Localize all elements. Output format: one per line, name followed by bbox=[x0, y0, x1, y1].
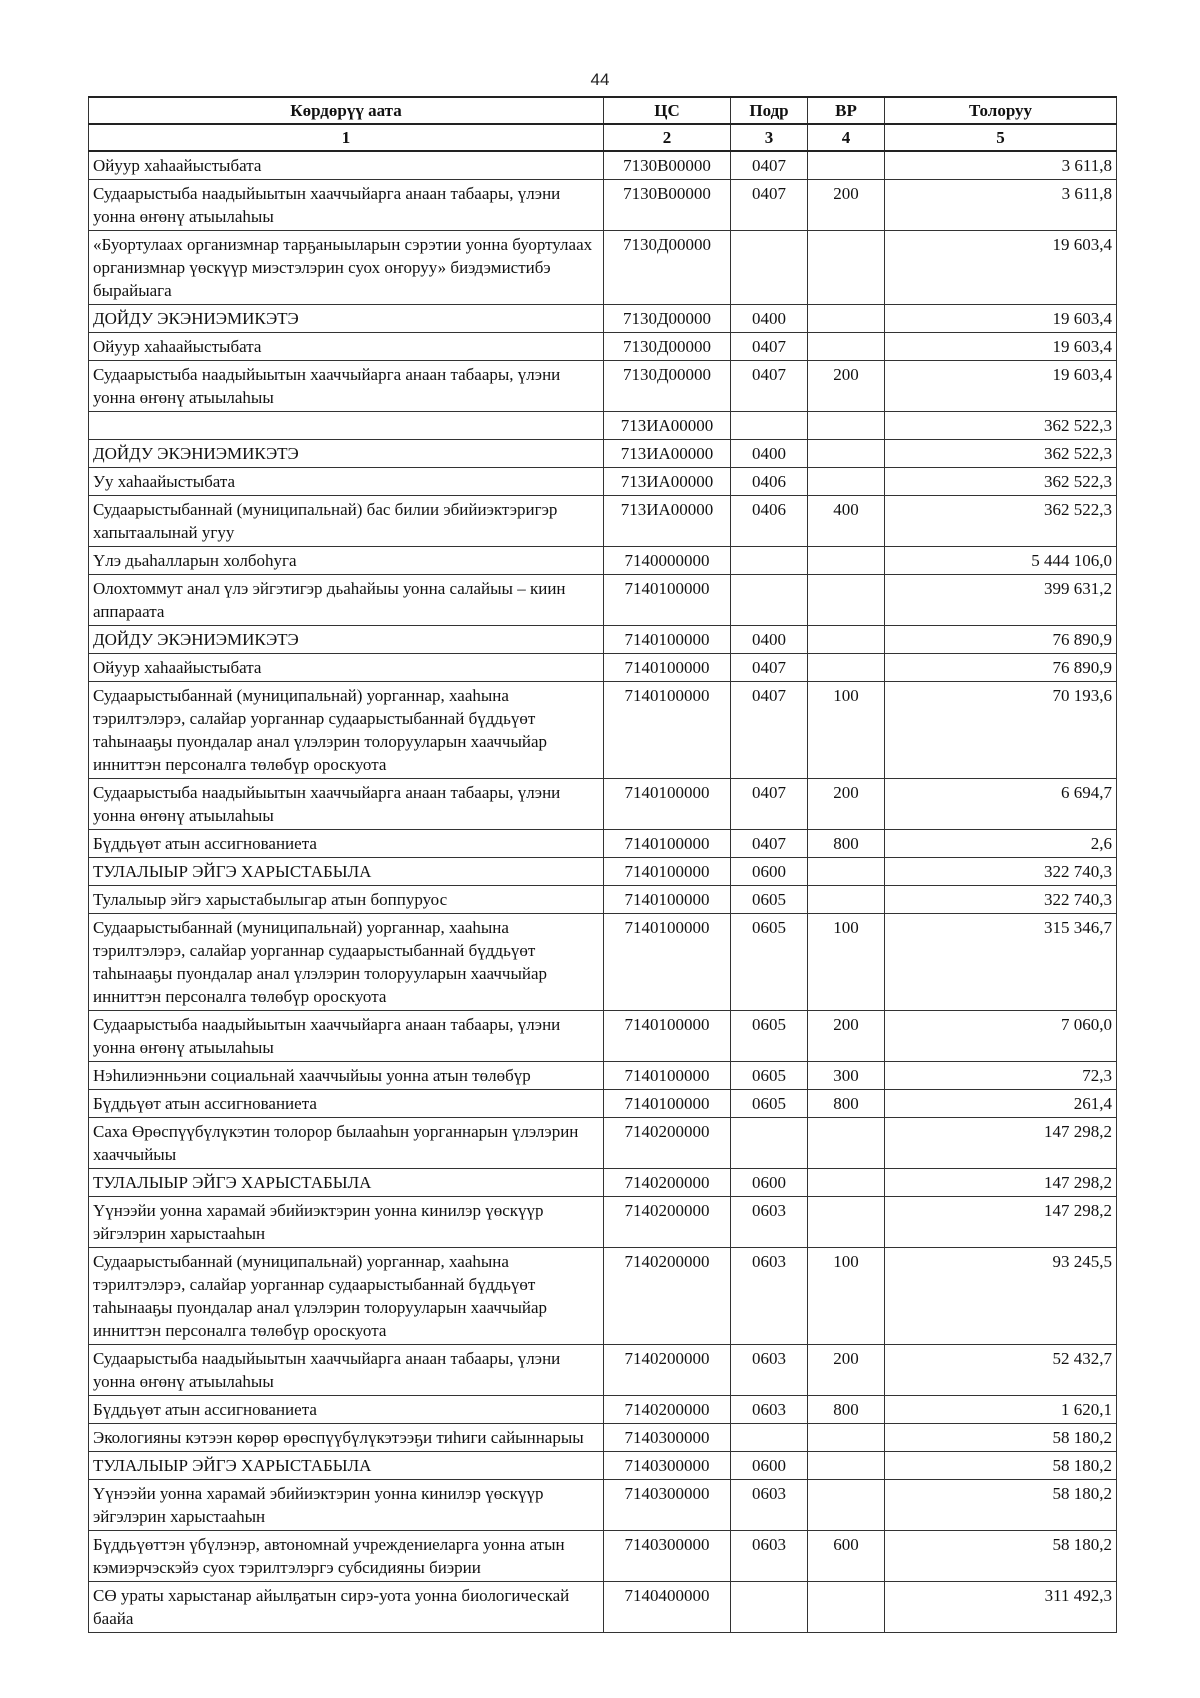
row-podr-cell: 0406 bbox=[731, 468, 808, 496]
row-name-cell: Үүнээйи уонна харамай эбийиэктэрин уонна кинилэр үөскүүр эйгэлэрин харыстааһын bbox=[89, 1197, 604, 1248]
table-row bbox=[89, 1531, 1117, 1582]
row-amount-cell: 76 890,9 bbox=[885, 626, 1117, 654]
page-number: 44 bbox=[590, 70, 610, 89]
row-podr-cell: 0603 bbox=[731, 1480, 808, 1531]
row-cs-cell: 7140100000 bbox=[604, 858, 731, 886]
row-vr-cell bbox=[808, 231, 885, 305]
row-cs-cell: 7140300000 bbox=[604, 1480, 731, 1531]
table-body bbox=[89, 151, 1117, 1633]
row-name-cell: Олохтоммут анал үлэ эйгэтигэр дьаһайыы уонна салайыы – киин аппараата bbox=[89, 575, 604, 626]
table-row bbox=[89, 496, 1117, 547]
row-amount-cell: 58 180,2 bbox=[885, 1531, 1117, 1582]
row-podr-cell: 0605 bbox=[731, 1011, 808, 1062]
header-amount: Толоруу bbox=[885, 97, 1117, 124]
table-row bbox=[89, 779, 1117, 830]
row-podr-cell: 0407 bbox=[731, 682, 808, 779]
row-podr-cell: 0603 bbox=[731, 1345, 808, 1396]
table-row bbox=[89, 1480, 1117, 1531]
row-name-cell: Судаарыстыба наадыйыытын хааччыйарга анаан табаары, үлэни уонна өҥөнү атыылаһыы bbox=[89, 1345, 604, 1396]
row-amount-cell: 58 180,2 bbox=[885, 1452, 1117, 1480]
table-row bbox=[89, 412, 1117, 440]
table-row bbox=[89, 1011, 1117, 1062]
header-vr: ВР bbox=[808, 97, 885, 124]
row-podr-cell: 0407 bbox=[731, 654, 808, 682]
row-cs-cell: 7140200000 bbox=[604, 1345, 731, 1396]
row-amount-cell: 19 603,4 bbox=[885, 305, 1117, 333]
row-cs-cell: 7140100000 bbox=[604, 779, 731, 830]
row-amount-cell: 362 522,3 bbox=[885, 412, 1117, 440]
row-vr-cell bbox=[808, 547, 885, 575]
row-name-cell: Судаарыстыба наадыйыытын хааччыйарга анаан табаары, үлэни уонна өҥөнү атыылаһыы bbox=[89, 361, 604, 412]
row-cs-cell: 7140000000 bbox=[604, 547, 731, 575]
row-vr-cell bbox=[808, 575, 885, 626]
row-vr-cell bbox=[808, 626, 885, 654]
row-amount-cell: 7 060,0 bbox=[885, 1011, 1117, 1062]
row-name-cell: Судаарыстыбаннай (муниципальнай) уорганнар, хааһына тэрилтэлэрэ, салайар уорганнар судаарыстыбаннай бүддьүөт таһынааҕы пуондалар анал үлэлэрин толорууларын хааччыйар инниттэн персоналга төлөбүр ороскуота bbox=[89, 682, 604, 779]
row-podr-cell bbox=[731, 1582, 808, 1633]
row-vr-cell bbox=[808, 886, 885, 914]
row-name-cell: Судаарыстыба наадыйыытын хааччыйарга анаан табаары, үлэни уонна өҥөнү атыылаһыы bbox=[89, 180, 604, 231]
row-podr-cell: 0407 bbox=[731, 180, 808, 231]
row-vr-cell bbox=[808, 1424, 885, 1452]
row-amount-cell: 399 631,2 bbox=[885, 575, 1117, 626]
table-row bbox=[89, 886, 1117, 914]
row-name-cell: Экологияны кэтээн көрөр өрөспүүбүлүкэтээҕи тиһиги сайыннарыы bbox=[89, 1424, 604, 1452]
row-name-cell bbox=[89, 412, 604, 440]
row-cs-cell: 7130Д00000 bbox=[604, 361, 731, 412]
table-row bbox=[89, 654, 1117, 682]
row-amount-cell: 322 740,3 bbox=[885, 858, 1117, 886]
table-row bbox=[89, 547, 1117, 575]
row-name-cell: Ойуур хаһаайыстыбата bbox=[89, 151, 604, 180]
row-amount-cell: 147 298,2 bbox=[885, 1197, 1117, 1248]
header-cs: ЦС bbox=[604, 97, 731, 124]
row-vr-cell bbox=[808, 1169, 885, 1197]
row-vr-cell: 200 bbox=[808, 361, 885, 412]
row-amount-cell: 147 298,2 bbox=[885, 1118, 1117, 1169]
row-cs-cell: 7140200000 bbox=[604, 1169, 731, 1197]
row-podr-cell: 0605 bbox=[731, 1062, 808, 1090]
table-row bbox=[89, 468, 1117, 496]
table-row bbox=[89, 1396, 1117, 1424]
row-name-cell: Үлэ дьаһалларын холбоһуга bbox=[89, 547, 604, 575]
row-vr-cell: 800 bbox=[808, 830, 885, 858]
row-cs-cell: 713ИА00000 bbox=[604, 496, 731, 547]
row-podr-cell: 0603 bbox=[731, 1531, 808, 1582]
row-podr-cell: 0400 bbox=[731, 440, 808, 468]
row-podr-cell bbox=[731, 231, 808, 305]
row-name-cell: ТУЛАЛЫЫР ЭЙГЭ ХАРЫСТАБЫЛА bbox=[89, 858, 604, 886]
row-podr-cell bbox=[731, 547, 808, 575]
row-vr-cell: 600 bbox=[808, 1531, 885, 1582]
row-podr-cell bbox=[731, 575, 808, 626]
row-vr-cell: 800 bbox=[808, 1090, 885, 1118]
row-name-cell: СӨ ураты харыстанар айылҕатын сирэ-уота уонна биологическай баайа bbox=[89, 1582, 604, 1633]
table-row bbox=[89, 440, 1117, 468]
row-vr-cell bbox=[808, 1197, 885, 1248]
row-vr-cell: 100 bbox=[808, 914, 885, 1011]
row-name-cell: Бүддьүөт атын ассигнованиета bbox=[89, 830, 604, 858]
row-podr-cell: 0400 bbox=[731, 305, 808, 333]
row-vr-cell bbox=[808, 468, 885, 496]
row-vr-cell bbox=[808, 1118, 885, 1169]
row-name-cell: Судаарыстыбаннай (муниципальнай) уорганнар, хааһына тэрилтэлэрэ, салайар уорганнар судаарыстыбаннай бүддьүөт таһынааҕы пуондалар анал үлэлэрин толорууларын хааччыйар инниттэн персоналга төлөбүр ороскуота bbox=[89, 1248, 604, 1345]
row-vr-cell bbox=[808, 1480, 885, 1531]
row-amount-cell: 19 603,4 bbox=[885, 361, 1117, 412]
row-amount-cell: 70 193,6 bbox=[885, 682, 1117, 779]
column-number: 5 bbox=[885, 124, 1117, 151]
table-row bbox=[89, 231, 1117, 305]
row-amount-cell: 362 522,3 bbox=[885, 468, 1117, 496]
row-podr-cell: 0406 bbox=[731, 496, 808, 547]
row-amount-cell: 3 611,8 bbox=[885, 151, 1117, 180]
header-name: Көрдөрүү аата bbox=[89, 97, 604, 124]
table-row bbox=[89, 1452, 1117, 1480]
row-vr-cell: 800 bbox=[808, 1396, 885, 1424]
row-cs-cell: 7140100000 bbox=[604, 626, 731, 654]
row-podr-cell: 0605 bbox=[731, 914, 808, 1011]
table-row bbox=[89, 151, 1117, 180]
row-cs-cell: 7140100000 bbox=[604, 914, 731, 1011]
table-row bbox=[89, 361, 1117, 412]
row-podr-cell: 0407 bbox=[731, 830, 808, 858]
row-cs-cell: 7140200000 bbox=[604, 1118, 731, 1169]
column-number: 4 bbox=[808, 124, 885, 151]
row-cs-cell: 7140200000 bbox=[604, 1396, 731, 1424]
row-cs-cell: 7140100000 bbox=[604, 654, 731, 682]
row-podr-cell: 0600 bbox=[731, 1169, 808, 1197]
table-row bbox=[89, 180, 1117, 231]
row-cs-cell: 7130В00000 bbox=[604, 151, 731, 180]
row-cs-cell: 7140200000 bbox=[604, 1248, 731, 1345]
row-amount-cell: 58 180,2 bbox=[885, 1480, 1117, 1531]
row-cs-cell: 7130Д00000 bbox=[604, 231, 731, 305]
row-vr-cell: 300 bbox=[808, 1062, 885, 1090]
row-podr-cell: 0605 bbox=[731, 1090, 808, 1118]
row-vr-cell bbox=[808, 151, 885, 180]
column-number-row bbox=[89, 124, 1117, 151]
row-amount-cell: 19 603,4 bbox=[885, 333, 1117, 361]
row-amount-cell: 3 611,8 bbox=[885, 180, 1117, 231]
row-vr-cell bbox=[808, 333, 885, 361]
row-cs-cell: 713ИА00000 bbox=[604, 468, 731, 496]
row-amount-cell: 1 620,1 bbox=[885, 1396, 1117, 1424]
row-cs-cell: 7140400000 bbox=[604, 1582, 731, 1633]
row-name-cell: Саха Өрөспүүбүлүкэтин толорор былааһын уорганнарын үлэлэрин хааччыйыы bbox=[89, 1118, 604, 1169]
table-row bbox=[89, 1118, 1117, 1169]
row-cs-cell: 7130В00000 bbox=[604, 180, 731, 231]
row-amount-cell: 362 522,3 bbox=[885, 440, 1117, 468]
row-cs-cell: 7140200000 bbox=[604, 1197, 731, 1248]
row-cs-cell: 7140300000 bbox=[604, 1424, 731, 1452]
row-name-cell: ДОЙДУ ЭКЭНИЭМИКЭТЭ bbox=[89, 305, 604, 333]
row-name-cell: Тулалыыр эйгэ харыстабылыгар атын боппуруос bbox=[89, 886, 604, 914]
row-cs-cell: 7140100000 bbox=[604, 886, 731, 914]
row-amount-cell: 311 492,3 bbox=[885, 1582, 1117, 1633]
table-row bbox=[89, 305, 1117, 333]
row-amount-cell: 362 522,3 bbox=[885, 496, 1117, 547]
row-podr-cell: 0407 bbox=[731, 151, 808, 180]
row-amount-cell: 147 298,2 bbox=[885, 1169, 1117, 1197]
row-cs-cell: 7140300000 bbox=[604, 1531, 731, 1582]
table-row bbox=[89, 914, 1117, 1011]
row-amount-cell: 52 432,7 bbox=[885, 1345, 1117, 1396]
row-amount-cell: 5 444 106,0 bbox=[885, 547, 1117, 575]
row-name-cell: Бүддьүөттэн үбүлэнэр, автономнай учреждениеларга уонна атын кэмиэрчэскэйэ суох тэрилтэлэргэ субсидияны биэрии bbox=[89, 1531, 604, 1582]
row-amount-cell: 19 603,4 bbox=[885, 231, 1117, 305]
table-row bbox=[89, 1345, 1117, 1396]
table-header-row bbox=[89, 97, 1117, 124]
table-row bbox=[89, 858, 1117, 886]
row-amount-cell: 93 245,5 bbox=[885, 1248, 1117, 1345]
row-cs-cell: 7140100000 bbox=[604, 1011, 731, 1062]
table-row bbox=[89, 333, 1117, 361]
row-vr-cell: 200 bbox=[808, 180, 885, 231]
row-amount-cell: 315 346,7 bbox=[885, 914, 1117, 1011]
row-cs-cell: 7140100000 bbox=[604, 1090, 731, 1118]
row-name-cell: Бүддьүөт атын ассигнованиета bbox=[89, 1396, 604, 1424]
row-podr-cell: 0603 bbox=[731, 1197, 808, 1248]
row-vr-cell bbox=[808, 654, 885, 682]
row-vr-cell: 400 bbox=[808, 496, 885, 547]
row-name-cell: Бүддьүөт атын ассигнованиета bbox=[89, 1090, 604, 1118]
row-name-cell: ТУЛАЛЫЫР ЭЙГЭ ХАРЫСТАБЫЛА bbox=[89, 1169, 604, 1197]
row-name-cell: Судаарыстыбаннай (муниципальнай) бас билии эбийиэктэригэр хапытаалынай угуу bbox=[89, 496, 604, 547]
row-vr-cell bbox=[808, 412, 885, 440]
row-podr-cell bbox=[731, 412, 808, 440]
row-podr-cell: 0600 bbox=[731, 1452, 808, 1480]
row-vr-cell: 200 bbox=[808, 779, 885, 830]
row-amount-cell: 72,3 bbox=[885, 1062, 1117, 1090]
table-row bbox=[89, 682, 1117, 779]
row-amount-cell: 322 740,3 bbox=[885, 886, 1117, 914]
row-cs-cell: 713ИА00000 bbox=[604, 412, 731, 440]
row-vr-cell: 100 bbox=[808, 682, 885, 779]
table-row bbox=[89, 1424, 1117, 1452]
row-name-cell: Уу хаһаайыстыбата bbox=[89, 468, 604, 496]
table-row bbox=[89, 1090, 1117, 1118]
row-podr-cell bbox=[731, 1424, 808, 1452]
row-cs-cell: 7130Д00000 bbox=[604, 333, 731, 361]
row-podr-cell: 0407 bbox=[731, 333, 808, 361]
column-number: 2 bbox=[604, 124, 731, 151]
header-podr: Подр bbox=[731, 97, 808, 124]
row-amount-cell: 6 694,7 bbox=[885, 779, 1117, 830]
row-cs-cell: 713ИА00000 bbox=[604, 440, 731, 468]
row-vr-cell: 200 bbox=[808, 1011, 885, 1062]
table-row bbox=[89, 1248, 1117, 1345]
row-cs-cell: 7140100000 bbox=[604, 575, 731, 626]
row-vr-cell bbox=[808, 1452, 885, 1480]
row-amount-cell: 2,6 bbox=[885, 830, 1117, 858]
row-podr-cell: 0603 bbox=[731, 1396, 808, 1424]
row-name-cell: «Буортулаах организмнар тарҕаныыларын сэрэтии уонна буортулаах организмнар үөскүүр миэстэлэрин суох оҥоруу» биэдэмистибэ бырайыага bbox=[89, 231, 604, 305]
row-amount-cell: 58 180,2 bbox=[885, 1424, 1117, 1452]
row-cs-cell: 7140100000 bbox=[604, 1062, 731, 1090]
column-number: 1 bbox=[89, 124, 604, 151]
row-cs-cell: 7140100000 bbox=[604, 830, 731, 858]
row-name-cell: ТУЛАЛЫЫР ЭЙГЭ ХАРЫСТАБЫЛА bbox=[89, 1452, 604, 1480]
row-cs-cell: 7140100000 bbox=[604, 682, 731, 779]
row-name-cell: Нэһилиэнньэни социальнай хааччыйыы уонна атын төлөбүр bbox=[89, 1062, 604, 1090]
row-name-cell: ДОЙДУ ЭКЭНИЭМИКЭТЭ bbox=[89, 626, 604, 654]
row-podr-cell: 0407 bbox=[731, 779, 808, 830]
table-row bbox=[89, 626, 1117, 654]
row-podr-cell: 0605 bbox=[731, 886, 808, 914]
row-name-cell: Судаарыстыба наадыйыытын хааччыйарга анаан табаары, үлэни уонна өҥөнү атыылаһыы bbox=[89, 1011, 604, 1062]
row-podr-cell: 0603 bbox=[731, 1248, 808, 1345]
table-row bbox=[89, 1169, 1117, 1197]
table-row bbox=[89, 1062, 1117, 1090]
row-podr-cell: 0400 bbox=[731, 626, 808, 654]
row-vr-cell bbox=[808, 858, 885, 886]
row-name-cell: Үүнээйи уонна харамай эбийиэктэрин уонна кинилэр үөскүүр эйгэлэрин харыстааһын bbox=[89, 1480, 604, 1531]
row-vr-cell bbox=[808, 305, 885, 333]
row-cs-cell: 7140300000 bbox=[604, 1452, 731, 1480]
row-podr-cell bbox=[731, 1118, 808, 1169]
row-cs-cell: 7130Д00000 bbox=[604, 305, 731, 333]
row-name-cell: Судаарыстыбаннай (муниципальнай) уорганнар, хааһына тэрилтэлэрэ, салайар уорганнар судаарыстыбаннай бүддьүөт таһынааҕы пуондалар анал үлэлэрин толорууларын хааччыйар инниттэн персоналга төлөбүр ороскуота bbox=[89, 914, 604, 1011]
row-amount-cell: 76 890,9 bbox=[885, 654, 1117, 682]
table-row bbox=[89, 830, 1117, 858]
row-vr-cell bbox=[808, 440, 885, 468]
column-number: 3 bbox=[731, 124, 808, 151]
budget-table bbox=[88, 96, 1117, 1633]
row-name-cell: ДОЙДУ ЭКЭНИЭМИКЭТЭ bbox=[89, 440, 604, 468]
row-vr-cell bbox=[808, 1582, 885, 1633]
row-vr-cell: 200 bbox=[808, 1345, 885, 1396]
row-vr-cell: 100 bbox=[808, 1248, 885, 1345]
row-amount-cell: 261,4 bbox=[885, 1090, 1117, 1118]
row-podr-cell: 0600 bbox=[731, 858, 808, 886]
table-row bbox=[89, 1197, 1117, 1248]
row-podr-cell: 0407 bbox=[731, 361, 808, 412]
table-row bbox=[89, 1582, 1117, 1633]
row-name-cell: Ойуур хаһаайыстыбата bbox=[89, 333, 604, 361]
table-row bbox=[89, 575, 1117, 626]
row-name-cell: Судаарыстыба наадыйыытын хааччыйарга анаан табаары, үлэни уонна өҥөнү атыылаһыы bbox=[89, 779, 604, 830]
row-name-cell: Ойуур хаһаайыстыбата bbox=[89, 654, 604, 682]
